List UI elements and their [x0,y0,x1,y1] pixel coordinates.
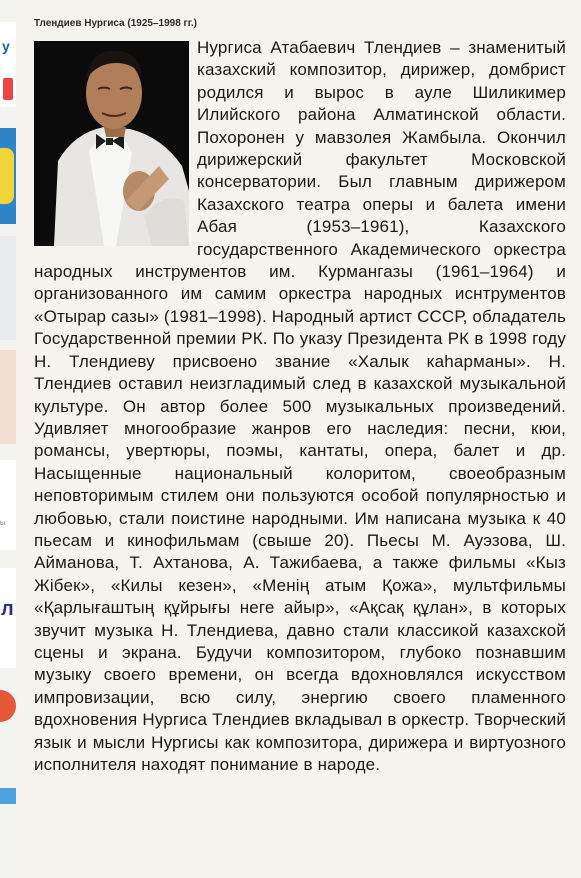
side-thumbnail-7[interactable] [0,690,16,730]
side-thumbnail-5[interactable] [0,460,16,550]
side-thumbnail-2[interactable] [0,128,16,224]
flag-sun-icon [0,148,14,204]
article-text: Нургиса Атабаевич Тлендиев – знаменитый казахский композитор, дирижер, домбрист родился и вырос в ауле Шиликимер Илийского района Алматинской области. Похоронен у мавзолея Жамбыла. Окончил дирижерский факультет Московской консерватории. Был главным дирижером Казахского театра оперы и балета имени Абая (1953–1961), Казахского государственного Академического оркестра народных инструментов им. Курмангазы (1961–1964) и организованного им самим оркестра народных иснтрументов «Отырар сазы» (1981–1998). Народный артист СССР, обладатель Государственной премии РК. По указу Президента РК в 1998 году Н. Тлендиеву присвоено звание «Халык каһарманы». Н. Тлендиев оставил неизгладимый след в казахской музыкальной культуре. Он автор более 500 музыкальных произведений. Удивляет многообразие жанров его наследия: песни, кюи, романсы, увертюры, поэмы, кантаты, опера, балет и др. Насыщенные национальный колоритом, своеобразным неповторимым стилем они пользуются особой популярностью и любовью, стали поистине народными. Им написана музыка к 40 пьесам и кинофильмам (свыше 20). Пьесы М. Ауэзова, Ш. Айманова, Т. Ахтанова, А. Тажибаева, а также фильмы «Кыз Жібек», «Килы кезен», «Менің атым Қожа», мультфильмы «Қарлығаштың құйрығы неге айыр», «Ақсақ құлан», в которых звучит музыка Н. Тлендиева, давно стали классикой казахской сцены и экрана. Будучи композитором, глубоко познавшим музыку своего времени, он всегда вдохновлялся искусством импровизации, всю силу, энергию своего пламенного вдохновения Нургиса Тлендиев вкладывал в оркестр. Творческий язык и мысли Нургисы как композитора, дирижера и виртуозного исполнителя находят понимание в народе. [34,38,566,774]
red-shape-icon [3,78,13,100]
side-thumbnail-5-text: ы [0,520,6,527]
side-thumbnail-1-text: у [2,38,10,54]
orange-circle-icon [0,690,16,722]
side-thumbnail-6[interactable] [0,568,16,668]
side-thumbnail-4[interactable] [0,350,16,444]
side-thumbnail-3[interactable] [0,236,16,340]
left-side-strip [0,0,18,878]
article-body [34,37,566,776]
side-thumbnail-1[interactable] [0,22,16,107]
side-thumbnail-6-text: л [1,598,14,620]
photo-wrap-spacer [34,37,197,249]
side-thumbnail-8[interactable] [0,788,16,804]
photo-caption: Тлендиев Нургиса (1925–1998 гг.) [34,18,197,29]
